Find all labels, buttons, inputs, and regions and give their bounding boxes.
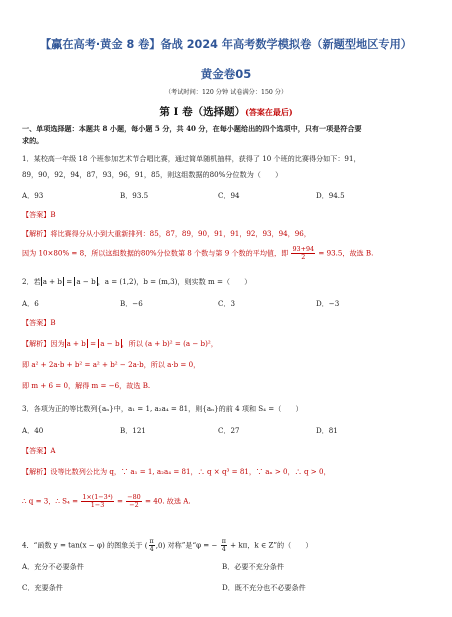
q3-fraction-2-numerator: −80 [127,493,141,501]
q3-option-b: B．121 [120,426,146,435]
q3-fraction-1-numerator: 1×(1−3⁴) [82,493,113,501]
q3-analysis-equals: = [117,496,123,506]
q4-stem-suffix: + kπ，k ∈ Z”的（ ） [230,540,313,550]
q3-option-d: D．81 [316,426,338,435]
q2-abs-diff [74,277,97,286]
q2-stem [22,277,432,287]
q2-analysis-vector-sum: a + b [66,339,86,348]
q4-option-d: D．既不充分也不必要条件 [222,583,306,592]
section-note: (答案在最后) [245,107,293,117]
q1-fraction [291,246,315,261]
document-title: 【赢在高考·黄金 8 卷】备战 2024 年高考数学模拟卷（新题型地区专用） [39,38,412,51]
q3-analysis-line-1: 【解析】设等比数列公比为 q，∵ a₁ = 1, a₂a₄ = 81，∴ q × q³ = 81，∵ aₙ > 0，∴ q > 0， [22,467,331,476]
q2-analysis-vector-diff: a − b [100,339,120,348]
q3-fraction-2 [126,494,142,509]
q1-option-c: C．94 [218,191,240,200]
q3-option-a: A．40 [22,426,44,435]
section-title: 第 I 卷（选择题） [159,106,246,118]
q2-analysis-abs-diff [98,339,121,348]
q3-answer: 【答案】A [22,446,56,455]
q3-stem: 3．各项为正的等比数列{aₙ}中，a₁ = 1, a₂a₄ = 81，则{aₙ}的前 4 项和 S₄ =（ ） [22,404,303,413]
q3-analysis-line-2 [22,494,432,509]
q4-point-fraction [149,538,155,553]
q4-stem [22,538,432,553]
q1-option-d: D．94.5 [316,191,345,200]
q1-analysis-result: = 93.5，故选 B. [318,248,374,258]
q4-phi-numerator: π [221,537,226,545]
q2-stem-suffix: ，a = (1,2)，b = (m,3)，则实数 m =（ ） [97,277,252,286]
q2-option-a: A．6 [22,299,39,308]
q3-fraction-1-denominator: 1−3 [90,501,105,509]
q4-option-c: C．充要条件 [22,583,63,592]
q2-abs-sum [41,277,64,286]
q4-stem-middle: 对称”是“φ = − [167,540,218,550]
q3-analysis-prefix: ∴ q = 3，∴ S₄ = [22,496,79,506]
q1-stem-line-2: 89，90，92，94，87，93，96，91，85，则这组数据的80%分位数为（ ） [22,170,283,179]
q2-analysis-line-1 [22,339,432,349]
q4-option-b: B．必要不充分条件 [222,562,284,571]
section-heading [0,104,452,119]
q1-fraction-numerator: 93+94 [292,245,315,253]
q1-answer: 【答案】B [22,210,56,219]
q2-analysis-abs-sum [65,339,88,348]
q3-analysis-result: = 40. 故选 A. [145,496,191,506]
q2-vector-sum: a + b [42,277,62,286]
q3-fraction-2-denominator: −2 [129,501,139,509]
q2-option-d: D．−3 [316,299,340,308]
q2-vector-diff: a − b [76,277,96,286]
q3-option-c: C．27 [218,426,240,435]
q2-option-c: C．3 [218,299,236,308]
q2-stem-prefix: 2．若 [22,277,41,286]
q1-analysis-line-1: 【解析】将比赛得分从小到大重新排列：85，87，89，90，91，91，92，93，94，96， [22,229,311,238]
q4-stem-prefix: 4．“函数 y = tan(x − φ) 的图象关于 [22,540,143,550]
instructions-line-1: 一、单项选择题：本题共 8 小题，每小题 5 分，共 40 分，在每小题给出的四个选项中，只有一项是符合要 [22,124,362,133]
q2-analysis-line-2: 即 a² + 2a·b + b² = a² + b² − 2a·b，所以 a·b = 0， [22,360,201,369]
exam-info: （考试时间：120 分钟 试卷满分：150 分） [164,89,288,96]
q1-option-a: A．93 [22,191,44,200]
q2-analysis-equals: = [90,339,97,348]
q2-analysis-prefix: 【解析】因为 [22,339,65,348]
q4-option-a: A．充分不必要条件 [22,562,84,571]
instructions-line-2: 求的。 [22,136,44,145]
q4-phi-denominator: 4 [221,545,226,553]
q1-analysis-text: 因为 10×80% = 8，所以这组数据的80%分位数第 8 个数与第 9 个数的平均值，即 [22,248,289,258]
paper-subtitle: 黄金卷05 [200,67,252,81]
q2-answer: 【答案】B [22,318,56,327]
q2-analysis-suffix: ，所以 (a + b)² = (a − b)²， [121,339,218,348]
q4-point-denominator: 4 [149,545,154,553]
q2-equals: = [66,277,73,286]
q1-analysis-line-2 [22,246,432,261]
q2-option-b: B．−6 [120,299,143,308]
q3-fraction-1 [81,494,113,509]
q1-stem-line-1: 1．某校高一年级 18 个班参加艺术节合唱比赛，通过简单随机抽样，获得了 10 个班的比赛得分如下：91， [22,154,361,163]
q1-option-b: B．93.5 [120,191,149,200]
q2-analysis-line-3: 即 m + 6 = 0，解得 m = −6，故选 B. [22,381,151,390]
q4-point: ( $\frac{\pi}{4}$ ,0) [144,537,166,553]
q1-fraction-denominator: 2 [301,253,306,261]
q4-point-numerator: π [149,537,154,545]
q4-phi-fraction [221,538,227,553]
